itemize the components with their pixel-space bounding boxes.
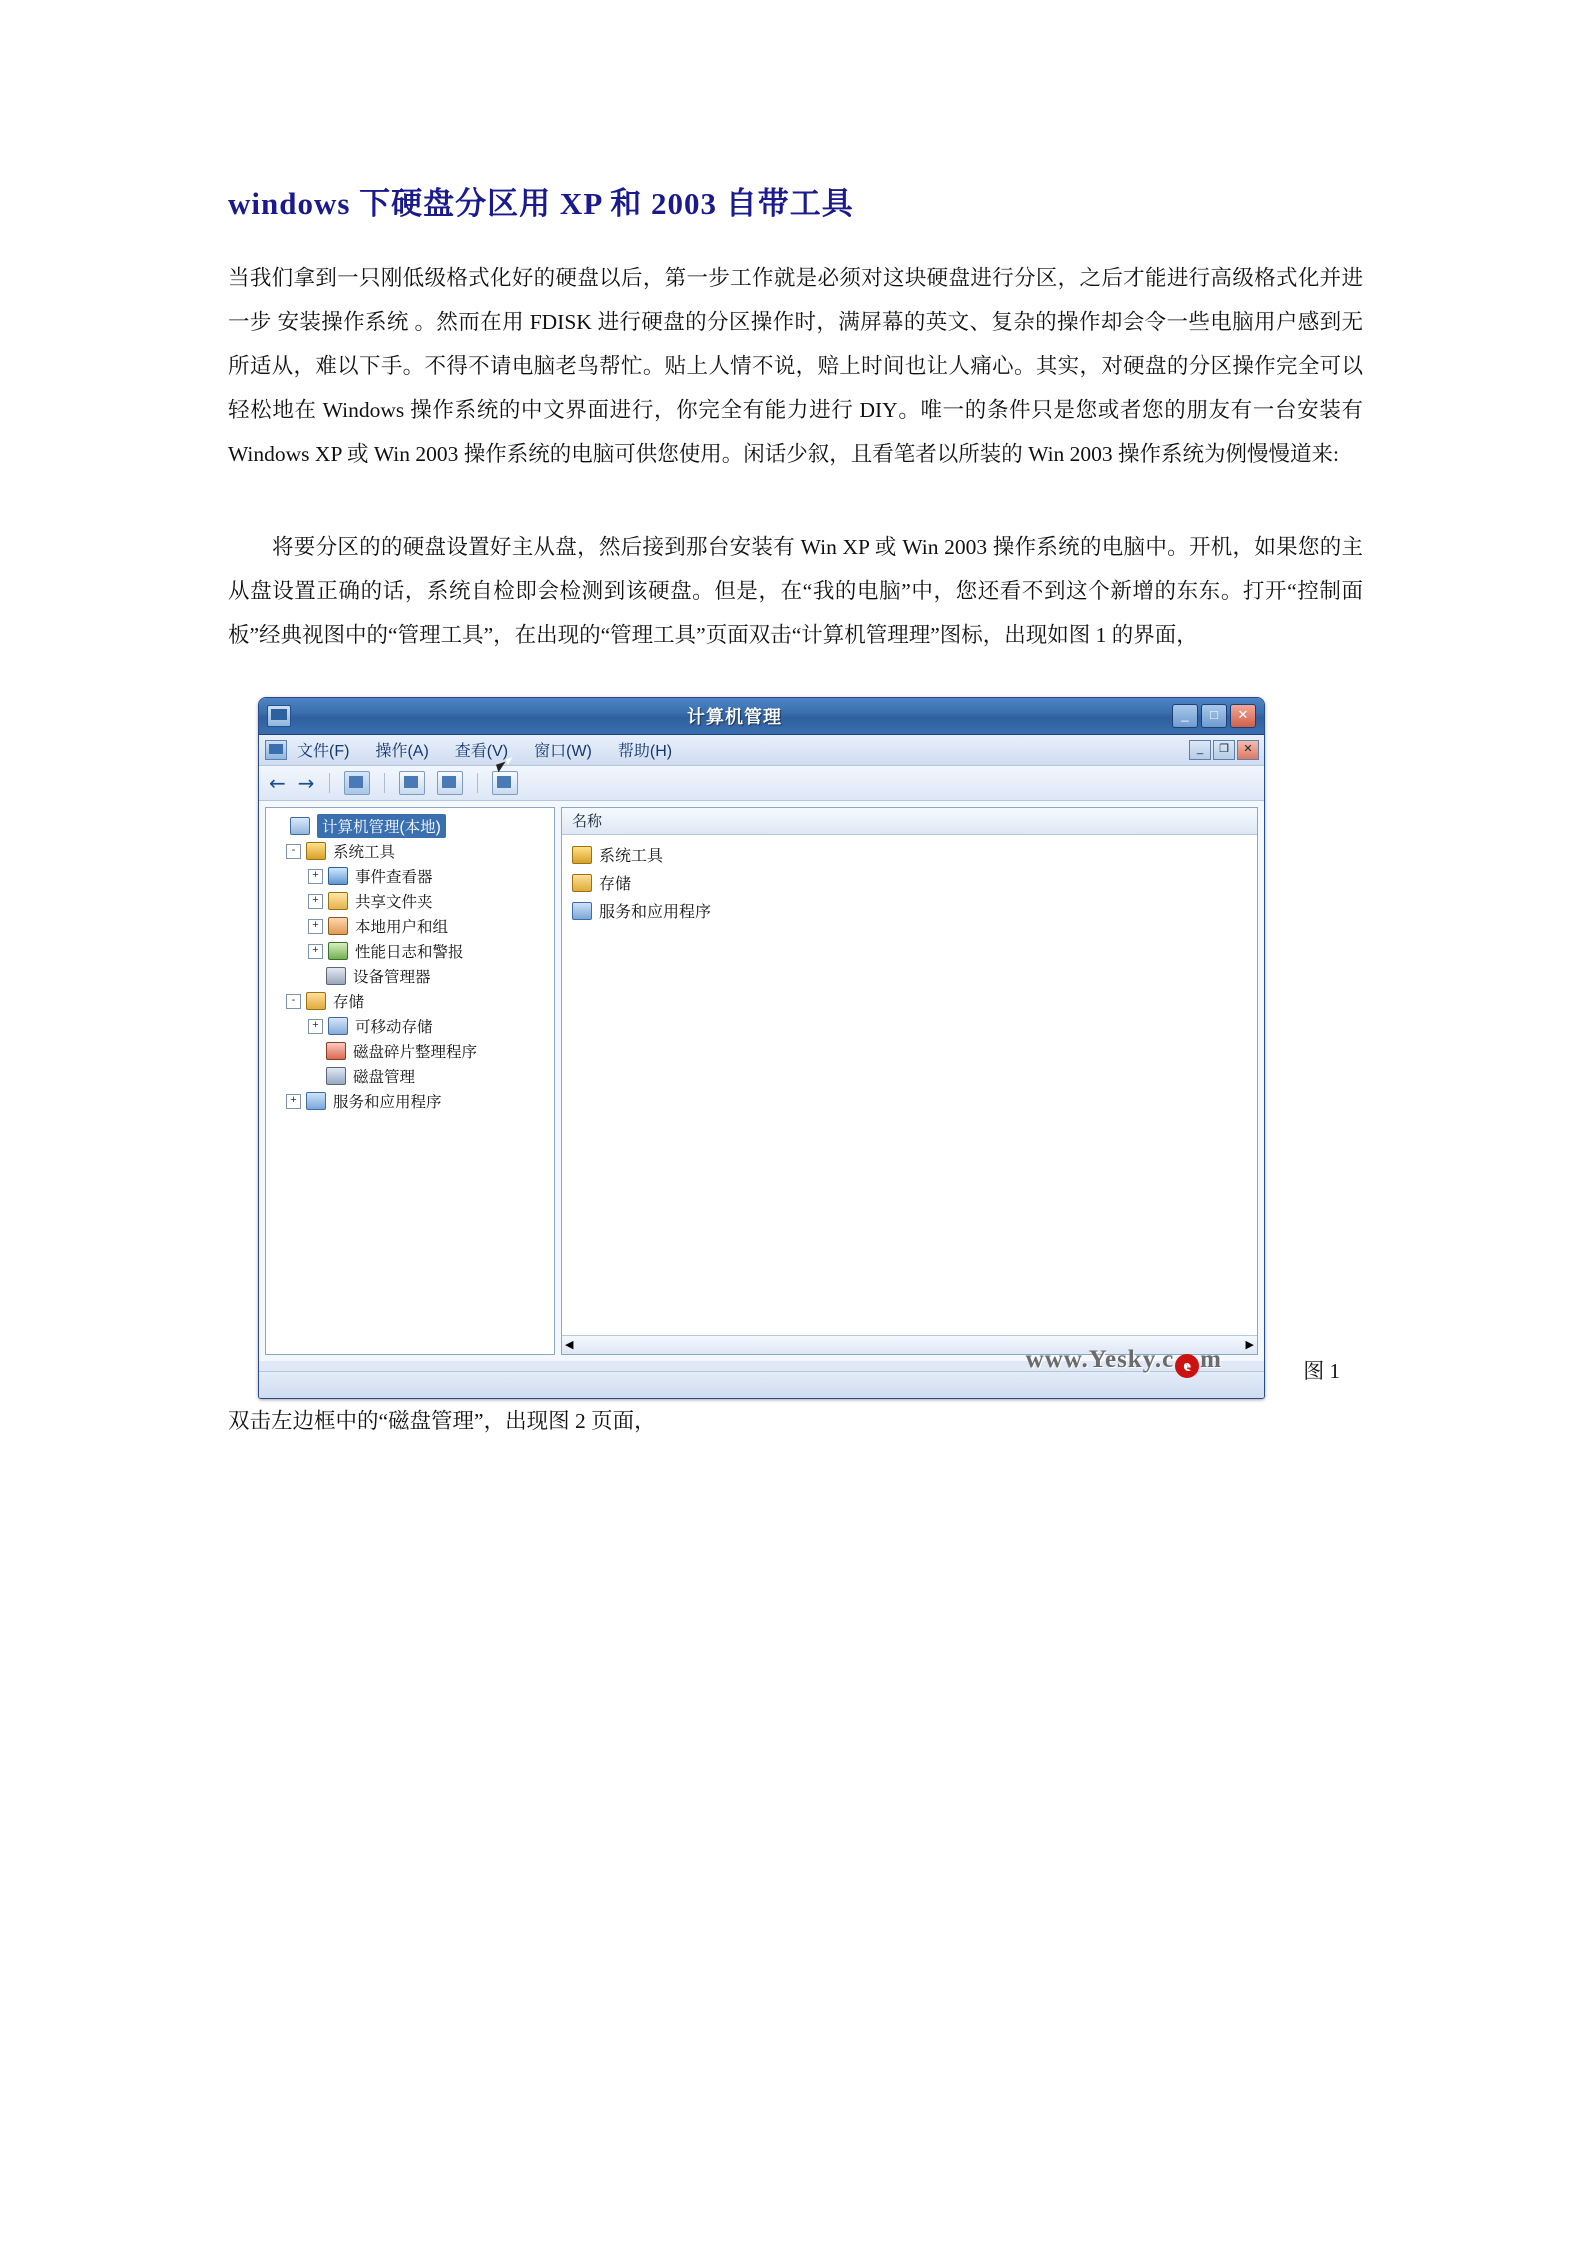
system-tools-icon — [306, 842, 326, 860]
details-pane[interactable] — [561, 807, 1258, 1355]
details-list — [562, 835, 1257, 1335]
window-title: 计算机管理 — [687, 706, 782, 727]
menu-help[interactable]: 帮助(H) — [617, 743, 673, 761]
toolbar-separator — [329, 773, 330, 793]
export-list-icon[interactable] — [437, 771, 463, 795]
computer-icon — [290, 817, 310, 835]
tree-item-disk-management[interactable] — [270, 1064, 550, 1089]
removable-storage-icon — [328, 1017, 348, 1035]
tree-item-label: 本地用户和组 — [355, 919, 449, 937]
list-item-label: 存储 — [599, 876, 632, 894]
toolbar — [259, 766, 1264, 801]
tree-item-device-manager[interactable] — [270, 964, 550, 989]
watermark-suffix: m — [1200, 1345, 1222, 1373]
list-item-label: 系统工具 — [599, 848, 664, 866]
toolbar-separator-3 — [477, 773, 478, 793]
window-content — [259, 801, 1264, 1361]
tree-item-label: 可移动存储 — [355, 1019, 433, 1037]
properties-icon[interactable] — [399, 771, 425, 795]
tree-item-label: 存储 — [333, 994, 365, 1012]
tree-item-removable-storage[interactable] — [270, 1014, 550, 1039]
system-tools-icon — [572, 846, 592, 864]
page-title: windows 下硬盘分区用 XP 和 2003 自带工具 — [228, 186, 854, 221]
paragraph-3: 双击左边框中的“磁盘管理”，出现图 2 页面， — [228, 1408, 656, 1433]
toolbar-separator-2 — [384, 773, 385, 793]
tree-item-label: 磁盘碎片整理程序 — [353, 1044, 478, 1062]
expander-local-users[interactable]: + — [308, 919, 323, 934]
expander-storage[interactable]: - — [286, 994, 301, 1009]
tree-item-label: 系统工具 — [333, 844, 396, 862]
list-item[interactable] — [572, 897, 1257, 925]
tree-item-label: 事件查看器 — [355, 869, 433, 887]
services-applications-icon — [306, 1092, 326, 1110]
paragraph-2: 将要分区的的硬盘设置好主从盘，然后接到那台安装有 Win XP 或 Win 2003 操作系统的电脑中。开机，如果您的主从盘设置正确的话，系统自检即会检测到该硬盘。但是，在“我的电脑”中，您还看不到这个新增的东东。打开“控制面板”经典视图中的“管理工具”，在出现的“管理工具”页面双击“计算机管理理”图标，出现如图 1 的界面， — [228, 534, 1363, 647]
expander-removable-storage[interactable]: + — [308, 1019, 323, 1034]
console-tree-pane[interactable] — [265, 807, 555, 1355]
tree-item-label: 磁盘管理 — [353, 1069, 416, 1087]
close-button[interactable]: ✕ — [1230, 704, 1256, 728]
figure-1 — [258, 697, 1340, 1399]
expander-event-viewer[interactable]: + — [308, 869, 323, 884]
tree-item-label: 设备管理器 — [353, 969, 431, 987]
menu-window[interactable]: 窗口(W) — [534, 743, 592, 761]
mdi-restore-button[interactable]: ❐ — [1213, 740, 1235, 760]
storage-icon — [306, 992, 326, 1010]
maximize-button[interactable]: □ — [1201, 704, 1227, 728]
show-hide-tree-icon[interactable] — [344, 771, 370, 795]
list-item-label: 服务和应用程序 — [599, 904, 712, 922]
menu-file[interactable]: 文件(F) — [297, 743, 350, 761]
tree-item-root-label: 计算机管理(本地) — [317, 814, 446, 838]
tree-item-storage[interactable] — [270, 989, 550, 1014]
event-viewer-icon — [328, 867, 348, 885]
list-item[interactable] — [572, 841, 1257, 869]
paragraph-1: 当我们拿到一只刚低级格式化好的硬盘以后，第一步工作就是必须对这块硬盘进行分区，之后才能进行高级格式化并进一步 安装操作系统 。然而在用 FDISK 进行硬盘的分区操作时，满屏幕的英文、复杂的操作却会令一些电脑用户感到无所适从，难以下手。不得不请电脑老鸟帮忙。贴上人情不说，赔上时间也让人痛心。其实，对硬盘的分区操作完全可以轻松地在 Windows 操作系统的中文界面进行，你完全有能力进行 DIY。唯一的条件只是您或者您的朋友有一台安装有 Windows XP 或 Win 2003 操作系统的电脑可供您使用。闲话少叙，且看笔者以所装的 Win 2003 操作系统为例慢慢道来: — [228, 266, 1363, 467]
mdi-minimize-button[interactable]: _ — [1189, 740, 1211, 760]
expander-system-tools[interactable]: - — [286, 844, 301, 859]
tree-item-defragmenter[interactable] — [270, 1039, 550, 1064]
menu-view[interactable]: 查看(V) — [454, 743, 509, 761]
tree-item-performance-logs[interactable] — [270, 939, 550, 964]
tree-item-label: 服务和应用程序 — [333, 1094, 442, 1112]
window-controls — [1172, 704, 1260, 728]
computer-management-window — [258, 697, 1265, 1399]
scroll-left-arrow[interactable]: ◀ — [565, 1339, 574, 1352]
tree-item-label: 性能日志和警报 — [355, 944, 464, 962]
expander-shared-folders[interactable]: + — [308, 894, 323, 909]
defragmenter-icon — [326, 1042, 346, 1060]
mdi-window-controls — [1189, 740, 1259, 760]
tree-item-services-applications[interactable] — [270, 1089, 550, 1114]
figure-caption: 图 1 — [1303, 1358, 1340, 1383]
tree-item-event-viewer[interactable] — [270, 864, 550, 889]
window-titlebar — [259, 698, 1264, 735]
disk-management-icon — [326, 1067, 346, 1085]
forward-button[interactable]: → — [297, 770, 315, 795]
computer-management-icon — [267, 705, 291, 727]
shared-folders-icon — [328, 892, 348, 910]
help-icon[interactable] — [492, 771, 518, 795]
menubar — [259, 735, 1264, 766]
watermark — [1026, 1346, 1222, 1378]
mdi-child-icon — [265, 740, 287, 760]
list-item[interactable] — [572, 869, 1257, 897]
watermark-prefix: www.Yesky.c — [1025, 1345, 1175, 1373]
tree-item-system-tools[interactable] — [270, 839, 550, 864]
menu-action[interactable]: 操作(A) — [375, 743, 429, 761]
watermark-badge: e — [1175, 1354, 1199, 1378]
performance-logs-icon — [328, 942, 348, 960]
mdi-close-button[interactable]: ✕ — [1237, 740, 1259, 760]
document-body — [228, 185, 1363, 1465]
device-manager-icon — [326, 967, 346, 985]
storage-icon — [572, 874, 592, 892]
column-header-name[interactable]: 名称 — [562, 808, 1257, 835]
local-users-icon — [328, 917, 348, 935]
expander-services[interactable]: + — [286, 1094, 301, 1109]
expander-performance-logs[interactable]: + — [308, 944, 323, 959]
tree-item-label: 共享文件夹 — [355, 894, 433, 912]
minimize-button[interactable]: _ — [1172, 704, 1198, 728]
scroll-right-arrow[interactable]: ▶ — [1245, 1339, 1254, 1352]
tree-item-shared-folders[interactable] — [270, 889, 550, 914]
services-applications-icon — [572, 902, 592, 920]
tree-item-root[interactable] — [270, 814, 550, 839]
back-button[interactable]: ← — [269, 770, 286, 795]
tree-item-local-users[interactable] — [270, 914, 550, 939]
